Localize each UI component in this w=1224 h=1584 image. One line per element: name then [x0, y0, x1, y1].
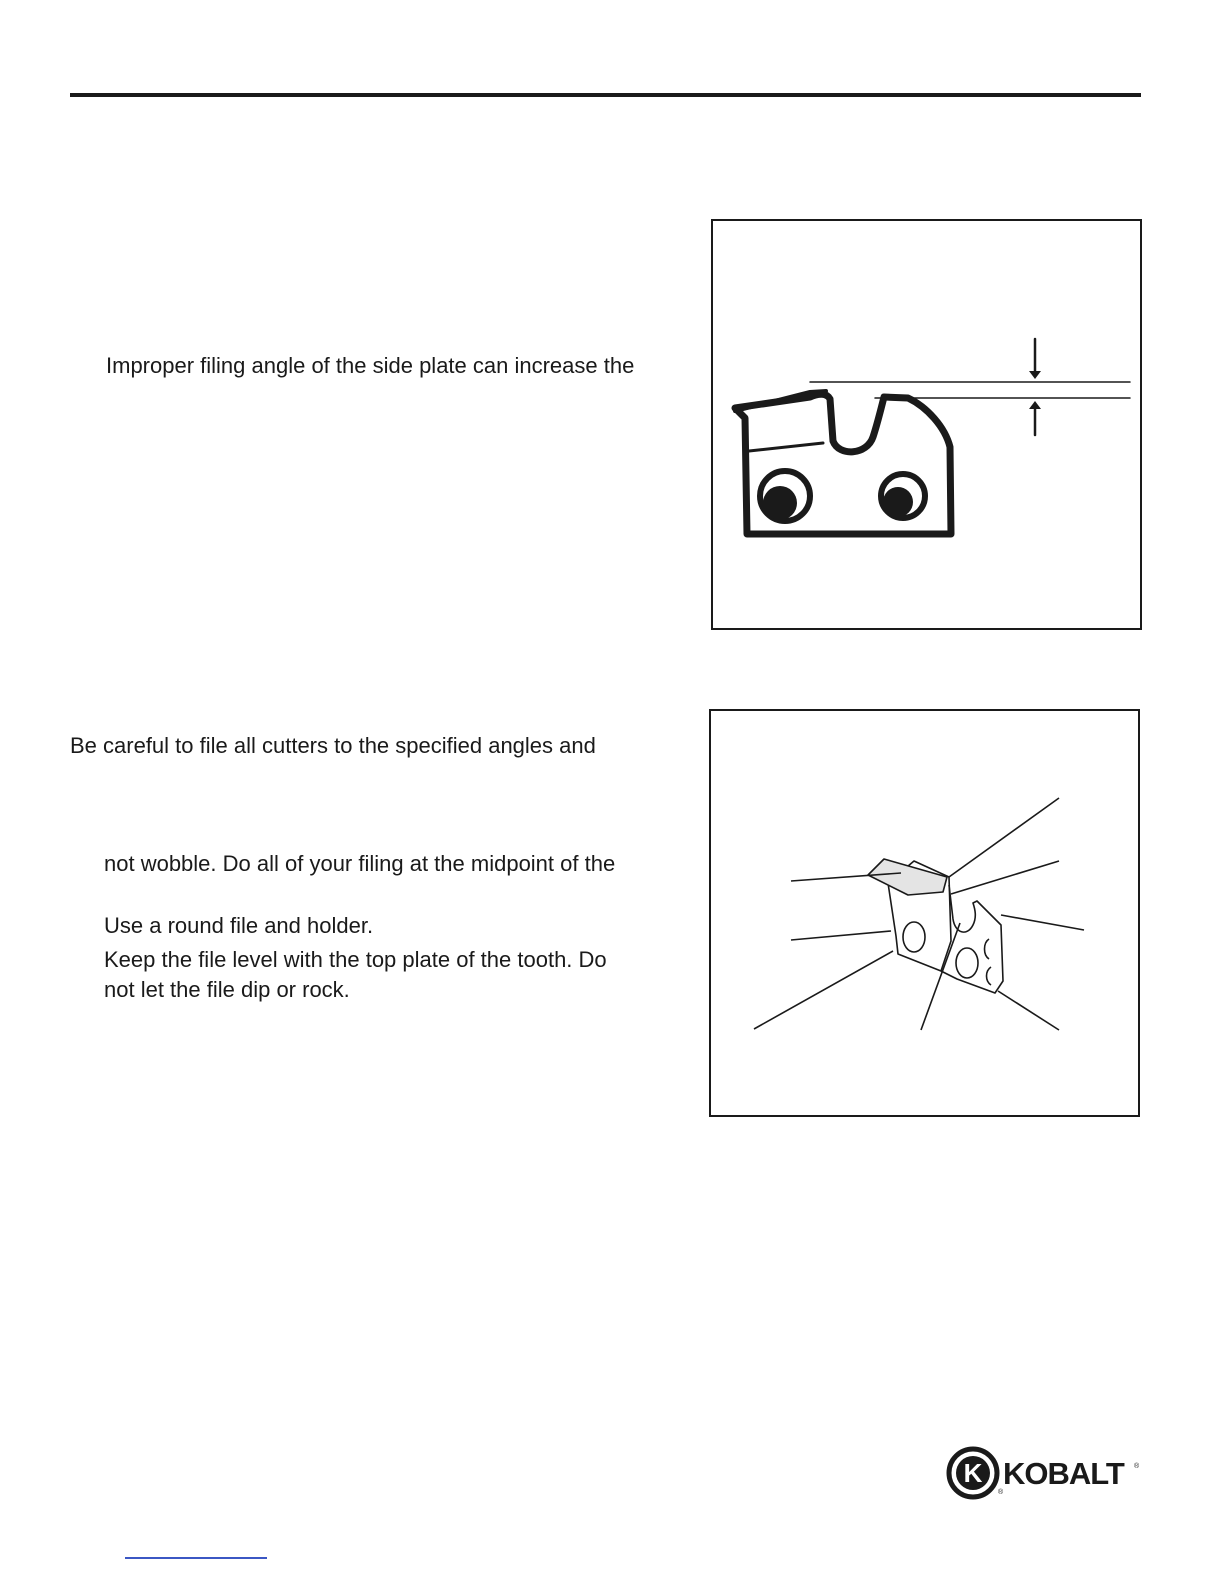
- svg-text:®: ®: [1134, 1463, 1140, 1470]
- gauge-notch-upper: [985, 939, 990, 959]
- paragraph-cutters-angles: Be careful to file all cutters to the specified angles and: [70, 733, 596, 758]
- gauge-notch-lower: [987, 967, 992, 985]
- rivet-fill-left: [763, 486, 797, 520]
- rivet-fill-right: [883, 487, 913, 517]
- down-arrow-head: [1029, 371, 1041, 379]
- svg-text:K: K: [963, 1458, 983, 1488]
- leader-top-edge: [949, 798, 1059, 877]
- paragraph-side-plate: Improper filing angle of the side plate can increase the: [106, 353, 635, 378]
- paragraph-wobble: not wobble. Do all of your filing at the midpoint of the: [104, 851, 616, 876]
- paragraph-file-dip: not let the file dip or rock.: [104, 977, 350, 1002]
- rivet-hole-front: [903, 922, 925, 952]
- kobalt-logo-mark: [946, 1446, 1146, 1500]
- leader-side-plate: [791, 931, 891, 940]
- depth-gauge-illustration: [713, 221, 1144, 632]
- footer-link-underline[interactable]: [125, 1557, 267, 1559]
- rivet-hole-rear: [956, 948, 978, 978]
- figure-depth-gauge: [711, 219, 1142, 630]
- kobalt-wordmark: KOBALT: [1003, 1456, 1124, 1491]
- leader-link-tail: [998, 991, 1059, 1030]
- paragraph-file-level: Keep the file level with the top plate of the tooth. Do: [104, 947, 607, 972]
- leader-heel: [754, 951, 893, 1029]
- leader-rivet: [921, 923, 960, 1030]
- side-plate-line: [749, 443, 823, 451]
- cutter-parts-illustration: [711, 711, 1142, 1119]
- header-rule: [70, 93, 1141, 97]
- paragraph-round-file: Use a round file and holder.: [104, 913, 374, 938]
- svg-text:®: ®: [998, 1489, 1004, 1496]
- up-arrow-head: [1029, 401, 1041, 409]
- leader-depth-gauge: [1001, 915, 1084, 930]
- top-plate: [868, 859, 947, 895]
- leader-gullet: [951, 861, 1059, 894]
- figure-cutter-parts: [709, 709, 1140, 1117]
- kobalt-logo: [946, 1446, 1146, 1500]
